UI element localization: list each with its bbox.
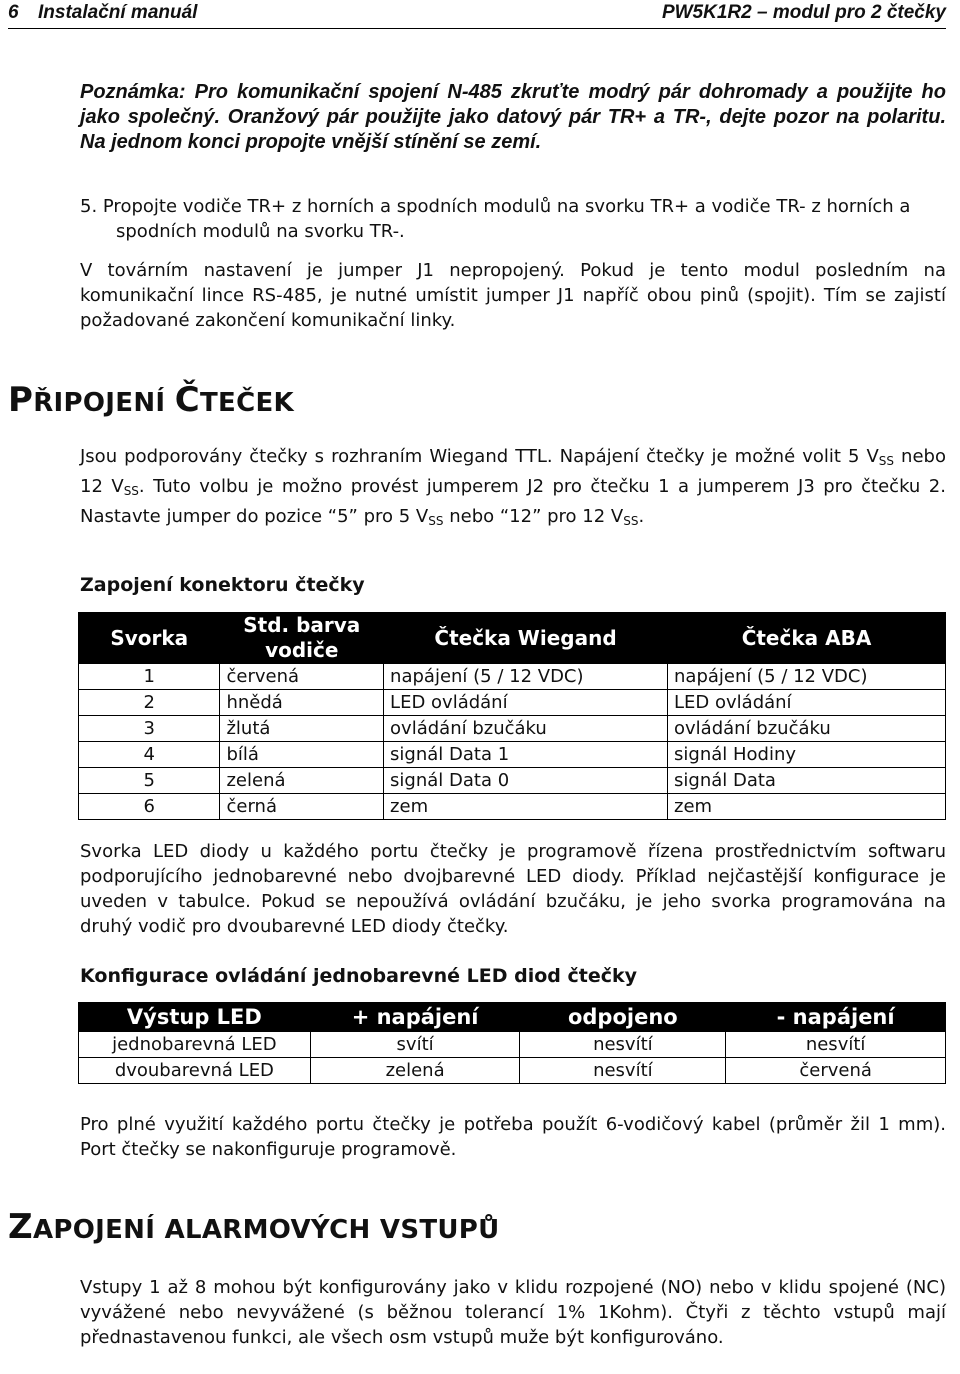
table-cell: nesvítí [520,1032,726,1058]
table-cell: 3 [79,716,220,742]
connector-heading: Zapojení konektoru čtečky [80,574,365,596]
table-row [79,768,946,794]
table-cell: ovládání bzučáku [668,716,946,742]
table-cell: nesvítí [726,1032,946,1058]
table-cell: ovládání bzučáku [384,716,668,742]
page-header [8,0,946,29]
table-cell: bílá [220,742,384,768]
jumper-paragraph: V továrním nastavení je jumper J1 nepropojený. Pokud je tento modul posledním na komunikační lince RS-485, je nutné umístit jumper J1 napříč obou pinů (spojit). Tím se zajistí požadované zakončení komunikační linky. [80,260,946,331]
table-cell: signál Data [668,768,946,794]
table-cell: zem [384,794,668,820]
table-cell: červená [726,1058,946,1084]
table-cell: signál Data 0 [384,768,668,794]
table-cell: LED ovládání [668,690,946,716]
table-cell: 2 [79,690,220,716]
table-cell: napájení (5 / 12 VDC) [668,664,946,690]
table-row [79,716,946,742]
header-cell: Svorka [79,613,220,664]
polarity-note: Poznámka: Pro komunikační spojení N-485 zkruťte modrý pár dohromady a použijte ho jako společný. Oranžový pár použijte jako datový pár TR+ a TR-, dejte pozor na polaritu. Na jednom konci propojte vnější stínění se zemí. [80,81,946,153]
header-cell: Std. barva vodiče [220,613,384,664]
led-paragraph: Svorka LED diody u každého portu čtečky je programově řízena prostřednictvím softwaru podporujícího jednobarevné nebo dvojbarevné LED diody. Příklad nejčastější konfigurace je uveden v tabulce. Pokud se nepoužívá ovládání bzučáku, je jeho svorka programována na druhý vodič pro dvoubarevné LED diody čtečky. [80,841,946,937]
table-cell: nesvítí [520,1058,726,1084]
table-cell: zelená [310,1058,520,1084]
table-cell: zelená [220,768,384,794]
table-row [79,664,946,690]
table-cell: signál Data 1 [384,742,668,768]
table-cell: 5 [79,768,220,794]
table-cell: černá [220,794,384,820]
table-cell: hnědá [220,690,384,716]
manual-title: Instalační manuál [38,2,198,23]
table-cell: 1 [79,664,220,690]
table-row [79,742,946,768]
header-cell: Čtečka ABA [668,613,946,664]
table-cell: svítí [310,1032,520,1058]
header-cell: Čtečka Wiegand [384,613,668,664]
section-heading-alarm: ZAPOJENÍ ALARMOVÝCH VSTUPŮ [8,1207,500,1247]
section-heading-readers: PŘIPOJENÍ ČTEČEK [8,380,294,420]
led-config-table [78,1002,946,1084]
led-table-header [79,1003,946,1032]
table-row [79,794,946,820]
table-cell: dvoubarevná LED [79,1058,311,1084]
table-row [79,690,946,716]
header-cell: odpojeno [520,1003,726,1032]
table-cell: 4 [79,742,220,768]
step-5: 5. Propojte vodiče TR+ z horních a spodních modulů na svorku TR+ a vodiče TR- z horních a spodních modulů na svorku TR-. [80,196,911,242]
table-cell: jednobarevná LED [79,1032,311,1058]
page-number: 6 [8,2,19,23]
product-title: PW5K1R2 – modul pro 2 čtečky [661,2,946,23]
readers-paragraph: Jsou podporovány čtečky s rozhraním Wiegand TTL. Napájení čtečky je možné volit 5 $V_{SS}$ nebo 12 $V_{SS}$. Tuto volbu je možno provést jumperem J2 pro čtečku 1 a jumperem J3 pro čtečku 2. Nastavte jumper do pozice “5” pro 5 $V_{SS}$ nebo “12” pro 12 $V_{SS}$. [80,446,946,528]
table-cell: 6 [79,794,220,820]
header-cell: - napájení [726,1003,946,1032]
table-cell: žlutá [220,716,384,742]
cable-paragraph: Pro plné využití každého portu čtečky je potřeba použít 6-vodičový kabel (průměr žil 1 mm). Port čtečky se nakonfiguruje programově. [80,1114,946,1160]
table-cell: zem [668,794,946,820]
header-cell: + napájení [310,1003,520,1032]
table-cell: napájení (5 / 12 VDC) [384,664,668,690]
table-row [79,1058,946,1084]
connector-table-header [79,613,946,664]
table-cell: LED ovládání [384,690,668,716]
table-cell: červená [220,664,384,690]
connector-table [78,612,946,820]
alarm-paragraph: Vstupy 1 až 8 mohou být konfigurovány jako v klidu rozpojené (NO) nebo v klidu spojené (NC) vyvážené nebo nevyvážené (s běžnou tolerancí 1% 1Kohm). Čtyři z těchto vstupů mají přednastavenou funkci, ale všech osm vstupů muže být konfigurováno. [80,1277,946,1348]
table-row [79,1032,946,1058]
led-config-heading: Konfigurace ovládání jednobarevné LED diod čtečky [80,965,638,987]
table-cell: signál Hodiny [668,742,946,768]
header-cell: Výstup LED [79,1003,311,1032]
